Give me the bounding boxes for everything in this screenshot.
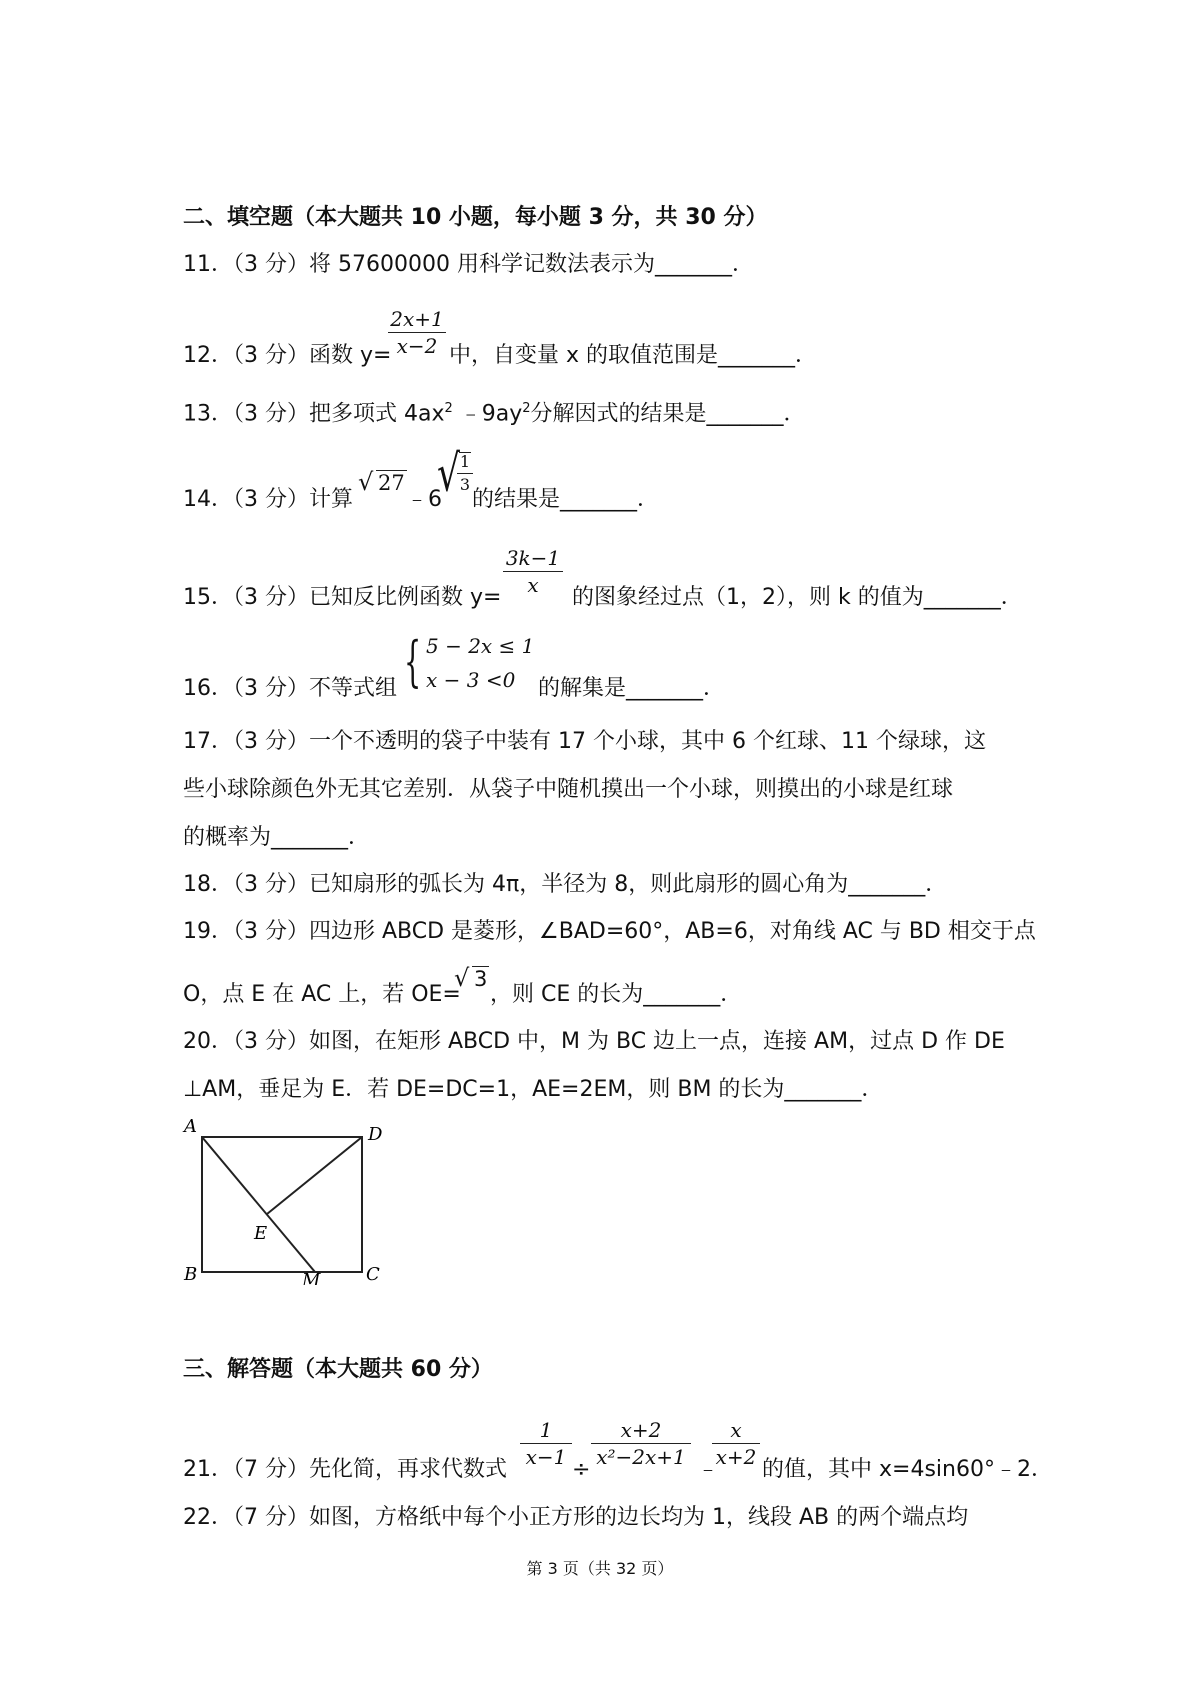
question-14-suffix: 的结果是_______．: [472, 487, 660, 512]
label-e: E: [254, 1223, 268, 1244]
question-12-fraction: [388, 307, 446, 358]
fraction-denominator: x−1: [525, 1445, 567, 1469]
question-21-fraction-1: [520, 1418, 572, 1469]
fraction-denominator: x: [527, 573, 539, 597]
question-19-line-1: 19．（3 分）四边形 ABCD 是菱形，∠BAD=60°，AB=6，对角线 AC 与 BD 相交于点: [183, 919, 1036, 944]
segment-am: [202, 1137, 315, 1272]
fraction-denominator: x²−2x+1: [596, 1445, 686, 1469]
label-d: D: [368, 1124, 383, 1145]
question-21-divide: ÷: [572, 1457, 591, 1482]
fraction-numerator: 1: [459, 452, 471, 471]
question-21-minus: ﹣: [697, 1457, 720, 1482]
question-12-prefix: 12．（3 分）函数 y=: [183, 343, 392, 368]
fraction-bar: [520, 1443, 572, 1444]
fraction-numerator: 2x+1: [390, 307, 444, 331]
question-12-suffix: 中，自变量 x 的取值范围是_______．: [449, 343, 818, 368]
label-m: M: [302, 1270, 321, 1285]
rectangle-figure: [180, 1110, 400, 1285]
left-brace-icon: {: [404, 630, 422, 693]
exponent: 2: [444, 401, 453, 416]
label-b: B: [184, 1264, 198, 1285]
label-c: C: [366, 1264, 380, 1285]
question-21-fraction-3: [712, 1418, 760, 1469]
question-19-line-2-suffix: ，则 CE 的长为_______．: [490, 982, 743, 1007]
question-17-line-1: 17．（3 分）一个不透明的袋子中装有 17 个小球，其中 6 个红球、11 个绿球，这: [183, 729, 986, 754]
question-17-line-3: 的概率为_______．: [183, 825, 371, 850]
fraction-denominator: x+2: [715, 1445, 757, 1469]
fraction-bar: [712, 1443, 760, 1444]
section-heading-fill-blank: 二、填空题（本大题共 10 小题，每小题 3 分，共 30 分）: [183, 205, 768, 230]
question-11: 11．（3 分）将 57600000 用科学记数法表示为_______．: [183, 252, 754, 277]
fraction-bar: [503, 571, 563, 572]
question-13-part-a: 13．（3 分）把多项式 4ax: [183, 401, 445, 427]
inequality-system: [404, 630, 534, 702]
question-17-line-2: 些小球除颜色外无其它差别．从袋子中随机摸出一个小球，则摸出的小球是红球: [183, 777, 954, 802]
label-a: A: [184, 1116, 197, 1137]
question-21-prefix: 21．（7 分）先化简，再求代数式: [183, 1457, 507, 1482]
question-15-fraction: [503, 546, 563, 597]
radical-sign-icon: √: [358, 468, 374, 496]
question-22: 22．（7 分）如图，方格纸中每个小正方形的边长均为 1，线段 AB 的两个端点均: [183, 1505, 969, 1530]
radicand: 3: [474, 967, 488, 991]
question-15-prefix: 15．（3 分）已知反比例函数 y=: [183, 585, 502, 610]
question-14-mid: ﹣6: [406, 487, 442, 512]
fraction-bar: [457, 473, 473, 474]
section-heading-answer: 三、解答题（本大题共 60 分）: [183, 1357, 493, 1382]
inequality-line-2: x − 3 <0: [426, 668, 516, 692]
question-18: 18．（3 分）已知扇形的弧长为 4π，半径为 8，则此扇形的圆心角为_______．: [183, 872, 948, 897]
question-13-part-c: 分解因式的结果是_______．: [530, 401, 806, 427]
inequality-line-1: 5 − 2x ≤ 1: [426, 634, 535, 658]
radicand-fraction: [457, 452, 473, 495]
exponent: 2: [522, 401, 531, 416]
segment-de: [267, 1137, 362, 1214]
fraction-denominator: x−2: [396, 334, 438, 358]
question-16-suffix: 的解集是_______．: [538, 676, 726, 701]
question-21-suffix: 的值，其中 x=4sin60°﹣2．: [762, 1457, 1053, 1482]
sqrt-one-third: [437, 445, 471, 508]
question-20-line-2: ⊥AM，垂足为 E．若 DE=DC=1，AE=2EM，则 BM 的长为_______．: [183, 1077, 884, 1102]
fraction-denominator: 3: [459, 475, 471, 494]
question-15-suffix: 的图象经过点（1，2），则 k 的值为_______．: [572, 585, 1023, 610]
question-19-line-2-prefix: O，点 E 在 AC 上，若 OE=: [183, 982, 461, 1007]
page-footer: 第 3 页（共 32 页）: [526, 1559, 674, 1578]
fraction-numerator: 1: [539, 1418, 553, 1442]
question-13: [183, 394, 806, 429]
fraction-numerator: x: [730, 1418, 742, 1442]
fraction-bar: [388, 332, 446, 333]
fraction-numerator: 3k−1: [505, 546, 561, 570]
radicand: 27: [378, 471, 405, 495]
radical-sign-icon: √: [454, 964, 470, 992]
fraction-bar: [591, 1443, 691, 1444]
question-14-prefix: 14．（3 分）计算: [183, 487, 353, 512]
question-20-line-1: 20．（3 分）如图，在矩形 ABCD 中，M 为 BC 边上一点，连接 AM，过点 D 作 DE: [183, 1029, 1005, 1054]
question-16-prefix: 16．（3 分）不等式组: [183, 676, 397, 701]
question-21-fraction-2: [591, 1418, 691, 1469]
radical-sign-icon: √: [437, 445, 460, 504]
question-13-part-b: ﹣9ay: [452, 401, 523, 427]
fraction-numerator: x+2: [620, 1418, 662, 1442]
